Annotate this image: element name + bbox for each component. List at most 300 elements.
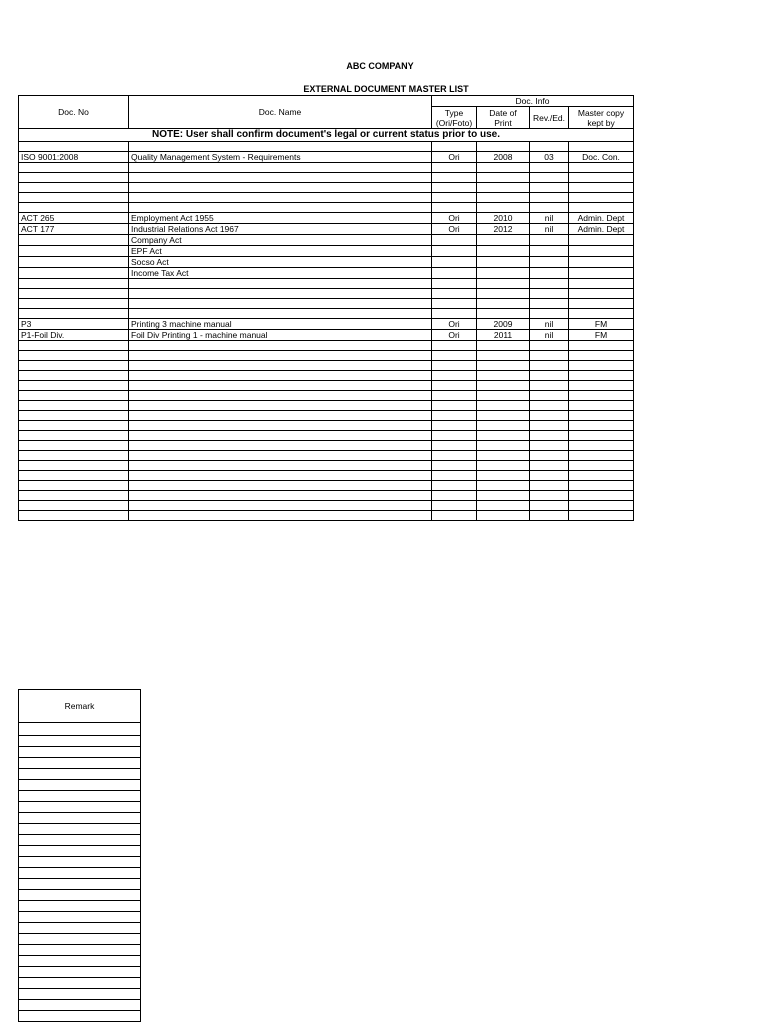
- remark-row: [19, 923, 141, 934]
- cell-doc-name: Industrial Relations Act 1967: [129, 224, 432, 235]
- header-kept-by: [569, 107, 634, 129]
- remark-row: [19, 890, 141, 901]
- cell-rev: [530, 411, 569, 421]
- cell-doc-no: [19, 431, 129, 441]
- cell-doc-name: Income Tax Act: [129, 268, 432, 279]
- cell-rev: [530, 391, 569, 401]
- cell-doc-name: [129, 401, 432, 411]
- table-row: [19, 481, 634, 491]
- cell-kept-by: [569, 411, 634, 421]
- cell-type: [432, 421, 477, 431]
- cell-doc-no: [19, 401, 129, 411]
- remark-cell: [19, 967, 141, 978]
- remark-cell: [19, 791, 141, 802]
- remark-row: [19, 769, 141, 780]
- cell-kept-by: [569, 299, 634, 309]
- header-type-line2: (Ori/Foto): [435, 117, 473, 128]
- remark-row: [19, 791, 141, 802]
- cell-rev: [530, 173, 569, 183]
- cell-doc-name: Employment Act 1955: [129, 213, 432, 224]
- header-rev: Rev./Ed.: [530, 107, 569, 129]
- cell-rev: nil: [530, 319, 569, 330]
- table-row: [19, 142, 634, 152]
- cell-rev: [530, 203, 569, 213]
- remark-row: [19, 1011, 141, 1022]
- remark-cell: [19, 835, 141, 846]
- cell-date: [477, 235, 530, 246]
- cell-rev: [530, 257, 569, 268]
- cell-doc-no: [19, 299, 129, 309]
- cell-type: [432, 401, 477, 411]
- cell-rev: [530, 289, 569, 299]
- cell-kept-by: [569, 501, 634, 511]
- cell-rev: [530, 501, 569, 511]
- cell-doc-no: [19, 371, 129, 381]
- header-type: [432, 107, 477, 129]
- cell-rev: [530, 371, 569, 381]
- cell-date: [477, 246, 530, 257]
- header-kept-by-line1: Master copy: [577, 107, 625, 118]
- cell-date: [477, 163, 530, 173]
- cell-kept-by: [569, 183, 634, 193]
- cell-doc-name: [129, 501, 432, 511]
- cell-type: [432, 163, 477, 173]
- cell-type: [432, 371, 477, 381]
- cell-kept-by: [569, 431, 634, 441]
- cell-date: [477, 351, 530, 361]
- cell-kept-by: [569, 235, 634, 246]
- cell-date: [477, 309, 530, 319]
- cell-type: [432, 142, 477, 152]
- cell-rev: [530, 341, 569, 351]
- cell-doc-no: [19, 183, 129, 193]
- cell-rev: [530, 421, 569, 431]
- cell-type: [432, 461, 477, 471]
- header-doc-no: Doc. No: [19, 96, 129, 129]
- cell-date: [477, 441, 530, 451]
- cell-kept-by: [569, 401, 634, 411]
- cell-doc-no: [19, 235, 129, 246]
- remark-row: [19, 813, 141, 824]
- remark-cell: [19, 758, 141, 769]
- cell-date: 2012: [477, 224, 530, 235]
- cell-date: [477, 461, 530, 471]
- table-row: [19, 235, 634, 246]
- cell-rev: [530, 279, 569, 289]
- cell-doc-no: [19, 351, 129, 361]
- cell-doc-name: [129, 351, 432, 361]
- table-row: [19, 268, 634, 279]
- cell-doc-no: [19, 173, 129, 183]
- cell-kept-by: [569, 142, 634, 152]
- cell-doc-name: [129, 481, 432, 491]
- remark-row: [19, 967, 141, 978]
- cell-type: Ori: [432, 213, 477, 224]
- remark-cell: [19, 978, 141, 989]
- cell-kept-by: [569, 268, 634, 279]
- remark-row: [19, 835, 141, 846]
- cell-kept-by: [569, 461, 634, 471]
- cell-doc-no: [19, 163, 129, 173]
- table-row: [19, 361, 634, 371]
- table-row: [19, 441, 634, 451]
- cell-date: [477, 173, 530, 183]
- cell-doc-name: [129, 193, 432, 203]
- cell-doc-no: [19, 279, 129, 289]
- table-row: [19, 381, 634, 391]
- remark-cell: [19, 813, 141, 824]
- cell-type: [432, 289, 477, 299]
- remark-row: [19, 846, 141, 857]
- remark-cell: [19, 857, 141, 868]
- cell-doc-name: Socso Act: [129, 257, 432, 268]
- cell-kept-by: Admin. Dept: [569, 224, 634, 235]
- cell-date: [477, 142, 530, 152]
- table-row: [19, 319, 634, 330]
- remark-row: [19, 989, 141, 1000]
- header-date-line2: Print: [494, 117, 512, 128]
- cell-kept-by: [569, 257, 634, 268]
- cell-kept-by: [569, 173, 634, 183]
- cell-type: [432, 203, 477, 213]
- remark-cell: [19, 824, 141, 835]
- cell-date: [477, 421, 530, 431]
- cell-doc-name: [129, 279, 432, 289]
- cell-type: [432, 431, 477, 441]
- cell-rev: 03: [530, 152, 569, 163]
- cell-date: [477, 391, 530, 401]
- cell-kept-by: [569, 163, 634, 173]
- cell-date: [477, 289, 530, 299]
- cell-type: Ori: [432, 319, 477, 330]
- remark-cell: [19, 901, 141, 912]
- table-row: [19, 431, 634, 441]
- cell-kept-by: Doc. Con.: [569, 152, 634, 163]
- cell-doc-name: [129, 173, 432, 183]
- header-date: [477, 107, 530, 129]
- table-row: [19, 371, 634, 381]
- cell-date: [477, 341, 530, 351]
- list-title: EXTERNAL DOCUMENT MASTER LIST: [303, 84, 469, 94]
- table-row: [19, 152, 634, 163]
- table-row: [19, 451, 634, 461]
- remark-row: [19, 747, 141, 758]
- cell-rev: nil: [530, 213, 569, 224]
- header-type-line1: Type: [444, 107, 464, 118]
- cell-date: [477, 268, 530, 279]
- cell-date: [477, 431, 530, 441]
- cell-rev: [530, 309, 569, 319]
- cell-doc-no: ACT 265: [19, 213, 129, 224]
- remark-row: [19, 901, 141, 912]
- cell-doc-no: [19, 289, 129, 299]
- cell-doc-name: [129, 451, 432, 461]
- cell-date: [477, 381, 530, 391]
- cell-rev: [530, 471, 569, 481]
- cell-doc-name: Company Act: [129, 235, 432, 246]
- table-row: [19, 491, 634, 501]
- cell-kept-by: Admin. Dept: [569, 213, 634, 224]
- cell-doc-no: [19, 461, 129, 471]
- cell-rev: [530, 193, 569, 203]
- remark-cell: [19, 802, 141, 813]
- cell-type: [432, 246, 477, 257]
- cell-doc-name: [129, 491, 432, 501]
- remark-row: [19, 802, 141, 813]
- cell-kept-by: [569, 193, 634, 203]
- remark-cell: [19, 769, 141, 780]
- cell-kept-by: [569, 491, 634, 501]
- remark-row: [19, 978, 141, 989]
- cell-doc-name: [129, 163, 432, 173]
- cell-type: [432, 235, 477, 246]
- remark-cell: [19, 747, 141, 758]
- cell-doc-no: [19, 257, 129, 268]
- cell-kept-by: [569, 341, 634, 351]
- header-kept-by-line2: kept by: [587, 117, 615, 128]
- cell-doc-no: [19, 421, 129, 431]
- remark-row: [19, 912, 141, 923]
- cell-date: [477, 371, 530, 381]
- cell-doc-name: [129, 461, 432, 471]
- cell-kept-by: [569, 361, 634, 371]
- cell-type: [432, 481, 477, 491]
- cell-doc-no: [19, 391, 129, 401]
- cell-doc-no: [19, 451, 129, 461]
- cell-date: [477, 203, 530, 213]
- cell-rev: [530, 491, 569, 501]
- cell-date: [477, 501, 530, 511]
- cell-doc-name: [129, 309, 432, 319]
- cell-doc-name: [129, 381, 432, 391]
- cell-date: 2010: [477, 213, 530, 224]
- cell-doc-name: Printing 3 machine manual: [129, 319, 432, 330]
- cell-kept-by: [569, 451, 634, 461]
- remark-table: [18, 689, 141, 1022]
- cell-type: Ori: [432, 330, 477, 341]
- cell-rev: [530, 246, 569, 257]
- cell-doc-no: [19, 471, 129, 481]
- remark-cell: [19, 945, 141, 956]
- cell-doc-name: [129, 511, 432, 521]
- remark-row: [19, 857, 141, 868]
- cell-date: 2011: [477, 330, 530, 341]
- cell-rev: nil: [530, 330, 569, 341]
- table-row: [19, 257, 634, 268]
- cell-type: [432, 361, 477, 371]
- cell-rev: [530, 299, 569, 309]
- remark-cell: [19, 890, 141, 901]
- cell-doc-no: [19, 142, 129, 152]
- cell-doc-no: [19, 411, 129, 421]
- cell-rev: [530, 361, 569, 371]
- cell-doc-name: EPF Act: [129, 246, 432, 257]
- cell-doc-no: [19, 246, 129, 257]
- cell-type: [432, 441, 477, 451]
- remark-row: [19, 934, 141, 945]
- cell-doc-no: ISO 9001:2008: [19, 152, 129, 163]
- remark-row: [19, 736, 141, 747]
- company-name: ABC COMPANY: [346, 61, 414, 71]
- cell-type: [432, 173, 477, 183]
- cell-doc-name: [129, 299, 432, 309]
- remark-row: [19, 945, 141, 956]
- cell-kept-by: [569, 391, 634, 401]
- cell-date: [477, 361, 530, 371]
- cell-kept-by: [569, 203, 634, 213]
- table-row: [19, 461, 634, 471]
- cell-kept-by: [569, 471, 634, 481]
- cell-date: [477, 299, 530, 309]
- cell-doc-name: [129, 203, 432, 213]
- remark-cell: [19, 780, 141, 791]
- cell-type: [432, 411, 477, 421]
- remark-cell: [19, 923, 141, 934]
- remark-cell: [19, 934, 141, 945]
- header-doc-info: Doc. Info: [432, 96, 634, 107]
- cell-date: [477, 183, 530, 193]
- cell-type: [432, 451, 477, 461]
- cell-type: [432, 391, 477, 401]
- cell-type: [432, 299, 477, 309]
- cell-doc-name: [129, 431, 432, 441]
- remark-cell: [19, 846, 141, 857]
- cell-rev: [530, 351, 569, 361]
- cell-kept-by: [569, 351, 634, 361]
- table-row: [19, 289, 634, 299]
- table-row: [19, 501, 634, 511]
- remark-cell: [19, 879, 141, 890]
- table-row: [19, 213, 634, 224]
- table-row: [19, 401, 634, 411]
- cell-kept-by: [569, 511, 634, 521]
- cell-date: [477, 193, 530, 203]
- cell-type: Ori: [432, 224, 477, 235]
- cell-date: 2008: [477, 152, 530, 163]
- remark-header: Remark: [19, 690, 141, 723]
- cell-doc-no: [19, 381, 129, 391]
- cell-doc-no: [19, 501, 129, 511]
- cell-date: [477, 401, 530, 411]
- table-row: [19, 183, 634, 193]
- remark-row: [19, 780, 141, 791]
- cell-rev: nil: [530, 224, 569, 235]
- cell-doc-name: [129, 391, 432, 401]
- cell-rev: [530, 481, 569, 491]
- cell-doc-no: P3: [19, 319, 129, 330]
- cell-doc-name: [129, 371, 432, 381]
- cell-doc-no: [19, 511, 129, 521]
- cell-type: [432, 268, 477, 279]
- cell-doc-no: P1-Foil Div.: [19, 330, 129, 341]
- cell-rev: [530, 235, 569, 246]
- cell-type: [432, 511, 477, 521]
- cell-kept-by: [569, 279, 634, 289]
- cell-rev: [530, 441, 569, 451]
- cell-type: [432, 309, 477, 319]
- cell-rev: [530, 183, 569, 193]
- cell-doc-name: [129, 361, 432, 371]
- cell-doc-name: Foil Div Printing 1 - machine manual: [129, 330, 432, 341]
- cell-doc-no: [19, 268, 129, 279]
- cell-date: 2009: [477, 319, 530, 330]
- cell-date: [477, 257, 530, 268]
- table-row: [19, 203, 634, 213]
- table-row: [19, 224, 634, 235]
- cell-doc-no: [19, 203, 129, 213]
- remark-row: [19, 879, 141, 890]
- cell-type: Ori: [432, 152, 477, 163]
- cell-date: [477, 491, 530, 501]
- cell-doc-no: [19, 341, 129, 351]
- cell-doc-no: [19, 441, 129, 451]
- cell-kept-by: [569, 381, 634, 391]
- cell-kept-by: [569, 309, 634, 319]
- table-row: [19, 163, 634, 173]
- remark-gap: [19, 723, 141, 736]
- cell-doc-name: [129, 441, 432, 451]
- table-row: [19, 330, 634, 341]
- master-list-table: [18, 95, 634, 521]
- cell-kept-by: [569, 246, 634, 257]
- cell-doc-name: [129, 183, 432, 193]
- table-row: [19, 511, 634, 521]
- cell-kept-by: FM: [569, 319, 634, 330]
- cell-rev: [530, 511, 569, 521]
- remark-row: [19, 758, 141, 769]
- table-row: [19, 193, 634, 203]
- remark-cell: [19, 1000, 141, 1011]
- cell-doc-name: [129, 471, 432, 481]
- cell-type: [432, 183, 477, 193]
- table-row: [19, 471, 634, 481]
- table-row: [19, 411, 634, 421]
- table-row: [19, 279, 634, 289]
- cell-type: [432, 341, 477, 351]
- header-date-line1: Date of: [489, 107, 517, 118]
- remark-cell: [19, 956, 141, 967]
- cell-doc-no: [19, 193, 129, 203]
- cell-kept-by: [569, 421, 634, 431]
- cell-rev: [530, 431, 569, 441]
- table-row: [19, 351, 634, 361]
- cell-date: [477, 471, 530, 481]
- remark-row: [19, 824, 141, 835]
- cell-type: [432, 381, 477, 391]
- remark-cell: [19, 736, 141, 747]
- cell-date: [477, 481, 530, 491]
- cell-doc-name: Quality Management System - Requirements: [129, 152, 432, 163]
- cell-doc-no: ACT 177: [19, 224, 129, 235]
- cell-date: [477, 451, 530, 461]
- table-row: [19, 173, 634, 183]
- table-row: [19, 299, 634, 309]
- table-row: [19, 391, 634, 401]
- cell-kept-by: [569, 289, 634, 299]
- cell-kept-by: [569, 371, 634, 381]
- cell-date: [477, 511, 530, 521]
- table-row: [19, 421, 634, 431]
- cell-doc-no: [19, 361, 129, 371]
- cell-rev: [530, 401, 569, 411]
- cell-date: [477, 411, 530, 421]
- table-row: [19, 341, 634, 351]
- cell-doc-name: [129, 411, 432, 421]
- cell-kept-by: FM: [569, 330, 634, 341]
- cell-type: [432, 501, 477, 511]
- cell-doc-no: [19, 481, 129, 491]
- cell-rev: [530, 461, 569, 471]
